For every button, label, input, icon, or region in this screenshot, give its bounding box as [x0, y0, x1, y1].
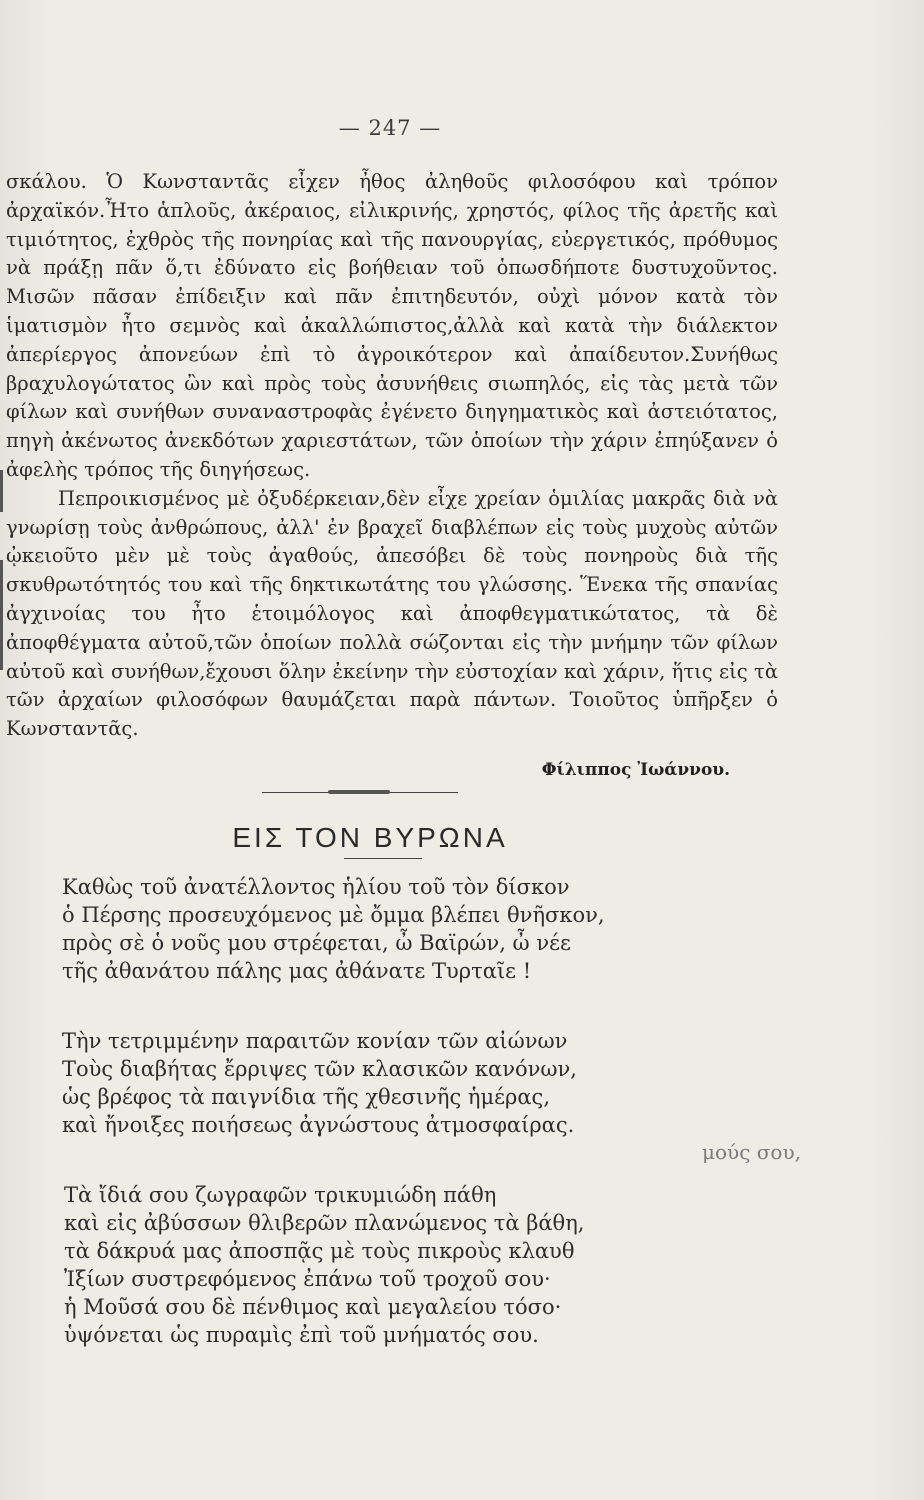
article-body — [6, 168, 778, 744]
poem-line: Τὰ ἴδιά σου ζωγραφῶν τρικυμιώδη πάθη — [64, 1183, 497, 1207]
poem-line: πρὸς σὲ ὁ νοῦς μου στρέφεται, ὦ Βαϊρών, ὦ νέε — [62, 931, 571, 955]
poem-body — [62, 873, 762, 1391]
margin-note: μούς σου, — [702, 1140, 801, 1164]
poem-line: ὡς βρέφος τὰ παιγνίδια τῆς χθεσινῆς ἡμέρας, — [62, 1085, 550, 1109]
poem-stanza — [62, 1181, 762, 1349]
gutter-mark — [0, 560, 3, 670]
poem-line: Καθὼς τοῦ ἀνατέλλοντος ἡλίου τοῦ τὸν δίσκον — [62, 875, 570, 899]
poem-line: καὶ εἰς ἀβύσσων θλιβερῶν πλανώμενος τὰ βάθη, — [64, 1211, 585, 1235]
gutter-mark — [0, 470, 3, 512]
author-signature: Φίλιππος Ἰωάννου. — [541, 760, 730, 780]
poem-line: Ἰξίων συστρεφόμενος ἐπάνω τοῦ τροχοῦ σου· — [64, 1267, 551, 1291]
poem-line: ὑψόνεται ὡς πυραμὶς ἐπὶ τοῦ μνήματός σου. — [64, 1323, 539, 1347]
article-paragraph: Πεπροικισμένος μὲ ὀξυδέρκειαν,δὲν εἶχε χρείαν ὁμιλίας μακρᾶς διὰ νὰ γνωρίσῃ τοὺς ἀνθρώπους, ἀλλ' ἐν βραχεῖ διαβλέπων εἰς τοὺς μυχοὺς αὐτῶν ᾠκειοῦτο μὲν μὲ τοὺς ἀγαθούς, ἀπεσόβει δὲ τοὺς πονηροὺς διὰ τῆς σκυθρωτότητός του καὶ τῆς δηκτικωτάτης του γλώσσης. Ἕνεκα τῆς σπανίας ἀγχινοίας του ἦτο ἑτοιμόλογος καὶ ἀποφθεγματικώτατος, τὰ δὲ ἀποφθέγματα αὐτοῦ,τῶν ὁποίων πολλὰ σώζονται εἰς τὴν μνήμην τῶν φίλων αὐτοῦ καὶ συνήθων,ἔχουσι ὅλην ἐκείνην τὴν εὐστοχίαν καὶ χάριν, ἥτις εἰς τὰ τῶν ἀρχαίων φιλοσόφων θαυμάζεται παρὰ πάντων. Τοιοῦτος ὑπῆρξεν ὁ Κωνσταντᾶς. — [6, 486, 778, 741]
article-paragraph: σκάλου. Ὁ Κωνσταντᾶς εἶχεν ἦθος ἀληθοῦς φιλοσόφου καὶ τρόπον ἀρχαϊκόν.Ἦτο ἁπλοῦς, ἀκέραιος, εἰλικρινής, χρηστός, φίλος τῆς ἀρετῆς καὶ τιμιότητος, ἐχθρὸς τῆς πονηρίας καὶ τῆς πανουργίας, εὐεργετικός, πρόθυμος νὰ πράξῃ πᾶν ὅ,τι ἐδύνατο εἰς βοήθειαν τοῦ ὁπωσδήποτε δυστυχοῦντος. Μισῶν πᾶσαν ἐπίδειξιν καὶ πᾶν ἐπιτηδευτόν, οὐχὶ μόνον κατὰ τὸν ἱματισμὸν ἦτο σεμνὸς καὶ ἀκαλλώπιστος,ἀλλὰ καὶ κατὰ τὴν διάλεκτον ἀπερίεργος ἀπονεύων ἐπὶ τὸ ἀγροικότερον καὶ ἀπαίδευτον.Συνήθως βραχυλογώτατος ὢν καὶ πρὸς τοὺς ἀσυνήθεις σιωπηλός, εἰς τὰς μετὰ τῶν φίλων καὶ συνήθων συναναστροφὰς ἐγένετο διηγηματικὸς καὶ ἀστειότατος, πηγὴ ἀκένωτος ἀνεκδότων χαριεστάτων, τῶν ὁποίων τὴν χάριν ἐπηύξανεν ὁ ἀφελὴς τρόπος τῆς διηγήσεως. — [6, 170, 778, 481]
poem-title: ΕΙΣ ΤΟΝ ΒΥΡΩΝΑ — [232, 822, 508, 853]
poem-stanza — [62, 873, 762, 985]
poem-line: ἡ Μοῦσά σου δὲ πένθιμος καὶ μεγαλείου τόσο· — [64, 1295, 562, 1319]
poem-line: τὰ δάκρυά μας ἀποσπᾷς μὲ τοὺς πικροὺς κλαυθ — [64, 1239, 575, 1263]
poem-line: Τὴν τετριμμένην παραιτῶν κονίαν τῶν αἰώνων — [62, 1029, 568, 1053]
poem-line: καὶ ἤνοιξες ποιήσεως ἀγνώστους ἀτμοσφαίρας. — [62, 1113, 575, 1137]
poem-line: ὁ Πέρσης προσευχόμενος μὲ ὄμμα βλέπει θνῆσκον, — [62, 903, 605, 927]
page-number: — 247 — — [338, 116, 442, 140]
poem-stanza — [62, 1027, 762, 1139]
poem-line: τῆς ἀθανάτου πάλης μας ἀθάνατε Τυρταῖε ! — [62, 959, 532, 983]
section-divider — [262, 792, 458, 793]
title-underline — [344, 858, 422, 859]
poem-line: Τοὺς διαβήτας ἔρριψες τῶν κλασικῶν κανόνων, — [62, 1057, 577, 1081]
